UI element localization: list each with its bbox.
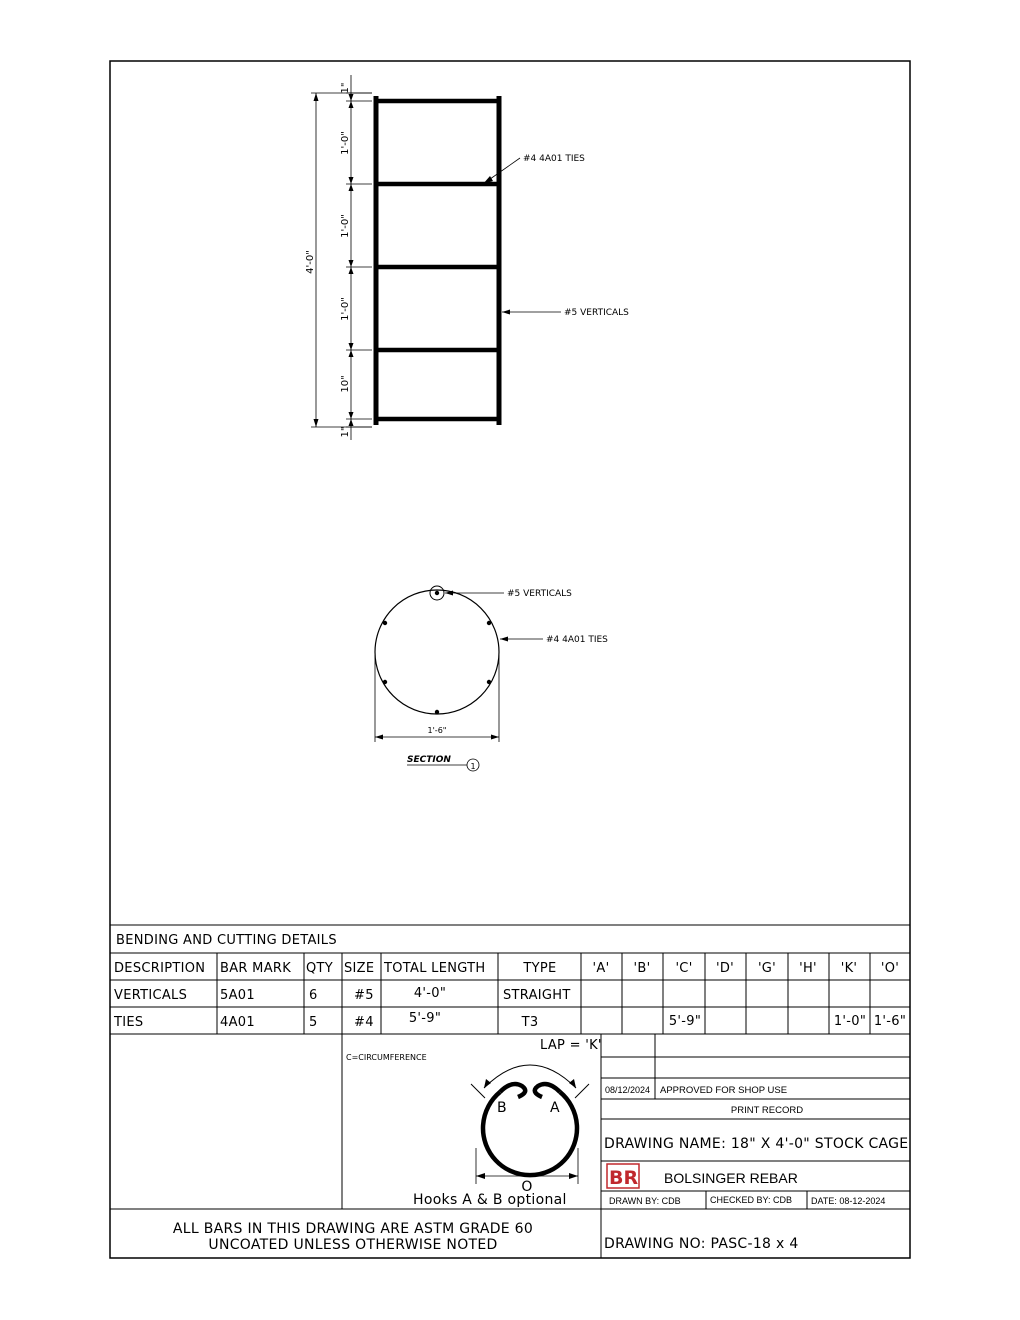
general-notes	[173, 1221, 533, 1253]
title-block	[604, 1085, 908, 1252]
header-d: 'D'	[715, 961, 735, 976]
note-line-2: UNCOATED UNLESS OTHERWISE NOTED	[208, 1237, 498, 1253]
row1-type: STRAIGHT	[503, 988, 571, 1003]
header-b: 'B'	[633, 961, 651, 976]
row2-description: TIES	[114, 1015, 144, 1030]
section-callout-verticals: #5 VERTICALS	[507, 589, 572, 599]
dim-o-label: O	[521, 1179, 533, 1195]
hooks-note: Hooks A & B optional	[413, 1192, 567, 1208]
tie-detail	[346, 1038, 602, 1208]
table-title: BENDING AND CUTTING DETAILS	[116, 933, 337, 948]
header-c: 'C'	[675, 961, 693, 976]
callout-verticals: #5 VERTICALS	[564, 308, 629, 318]
company-logo	[607, 1164, 639, 1189]
dim-overall-height: 4'-0"	[305, 250, 316, 274]
revision-text: APPROVED FOR SHOP USE	[660, 1085, 788, 1096]
section-diameter: 1'-6"	[427, 726, 447, 735]
revision-date: 08/12/2024	[605, 1085, 651, 1095]
drawing-name: DRAWING NAME: 18" X 4'-0" STOCK CAGE	[604, 1136, 909, 1152]
note-line-1: ALL BARS IN THIS DRAWING ARE ASTM GRADE 60	[172, 1221, 534, 1237]
company-name: BOLSINGER REBAR	[664, 1170, 798, 1186]
dim-spacing-4: 10"	[340, 375, 351, 393]
header-size: SIZE	[344, 961, 375, 976]
row1-description: VERTICALS	[114, 988, 188, 1003]
header-type: TYPE	[523, 961, 557, 976]
row2-type: T3	[521, 1015, 539, 1030]
drawing-number: DRAWING NO: PASC-18 x 4	[604, 1236, 799, 1252]
cage-section	[375, 586, 608, 771]
header-k: 'K'	[840, 961, 858, 976]
dim-spacing-2: 1'-0"	[340, 214, 351, 238]
header-bar-mark: BAR MARK	[220, 961, 292, 976]
row2-size: #4	[354, 1015, 374, 1030]
section-callout-ties: #4 4A01 TIES	[546, 635, 608, 645]
row2-k: 1'-0"	[833, 1014, 867, 1029]
row1-total-length: 4'-0"	[413, 986, 447, 1001]
row1-size: #5	[354, 988, 374, 1003]
header-g: 'G'	[757, 961, 777, 976]
drawn-by: DRAWN BY: CDB	[609, 1196, 681, 1206]
callout-ties: #4 4A01 TIES	[523, 154, 585, 164]
section-number: 1	[470, 762, 476, 771]
logo-text: BR	[609, 1167, 639, 1189]
header-total-length: TOTAL LENGTH	[384, 961, 486, 976]
hook-b-label: B	[497, 1100, 507, 1116]
row2-total-length: 5'-9"	[408, 1011, 442, 1026]
date: DATE: 08-12-2024	[811, 1196, 886, 1206]
cage-elevation	[305, 75, 629, 440]
header-o: 'O'	[880, 961, 900, 976]
header-description: DESCRIPTION	[114, 961, 206, 976]
row2-o: 1'-6"	[873, 1014, 907, 1029]
print-record: PRINT RECORD	[730, 1105, 804, 1116]
header-a: 'A'	[592, 961, 610, 976]
row1-qty: 6	[309, 988, 318, 1003]
dim-bottom-cover: 1"	[340, 426, 351, 438]
hook-a-label: A	[550, 1100, 560, 1116]
lap-label: LAP = 'K'	[540, 1038, 602, 1053]
row2-qty: 5	[309, 1015, 318, 1030]
dim-spacing-3: 1'-0"	[340, 297, 351, 321]
row1-bar-mark: 5A01	[220, 988, 255, 1003]
circumference-note: C=CIRCUMFERENCE	[346, 1053, 427, 1062]
row2-bar-mark: 4A01	[220, 1015, 255, 1030]
section-label: SECTION	[407, 755, 451, 765]
checked-by: CHECKED BY: CDB	[710, 1195, 793, 1205]
header-qty: QTY	[306, 961, 334, 976]
row2-c: 5'-9"	[668, 1014, 702, 1029]
dim-spacing-1: 1'-0"	[340, 131, 351, 155]
dim-top-cover: 1"	[340, 82, 351, 94]
header-h: 'H'	[799, 961, 817, 976]
